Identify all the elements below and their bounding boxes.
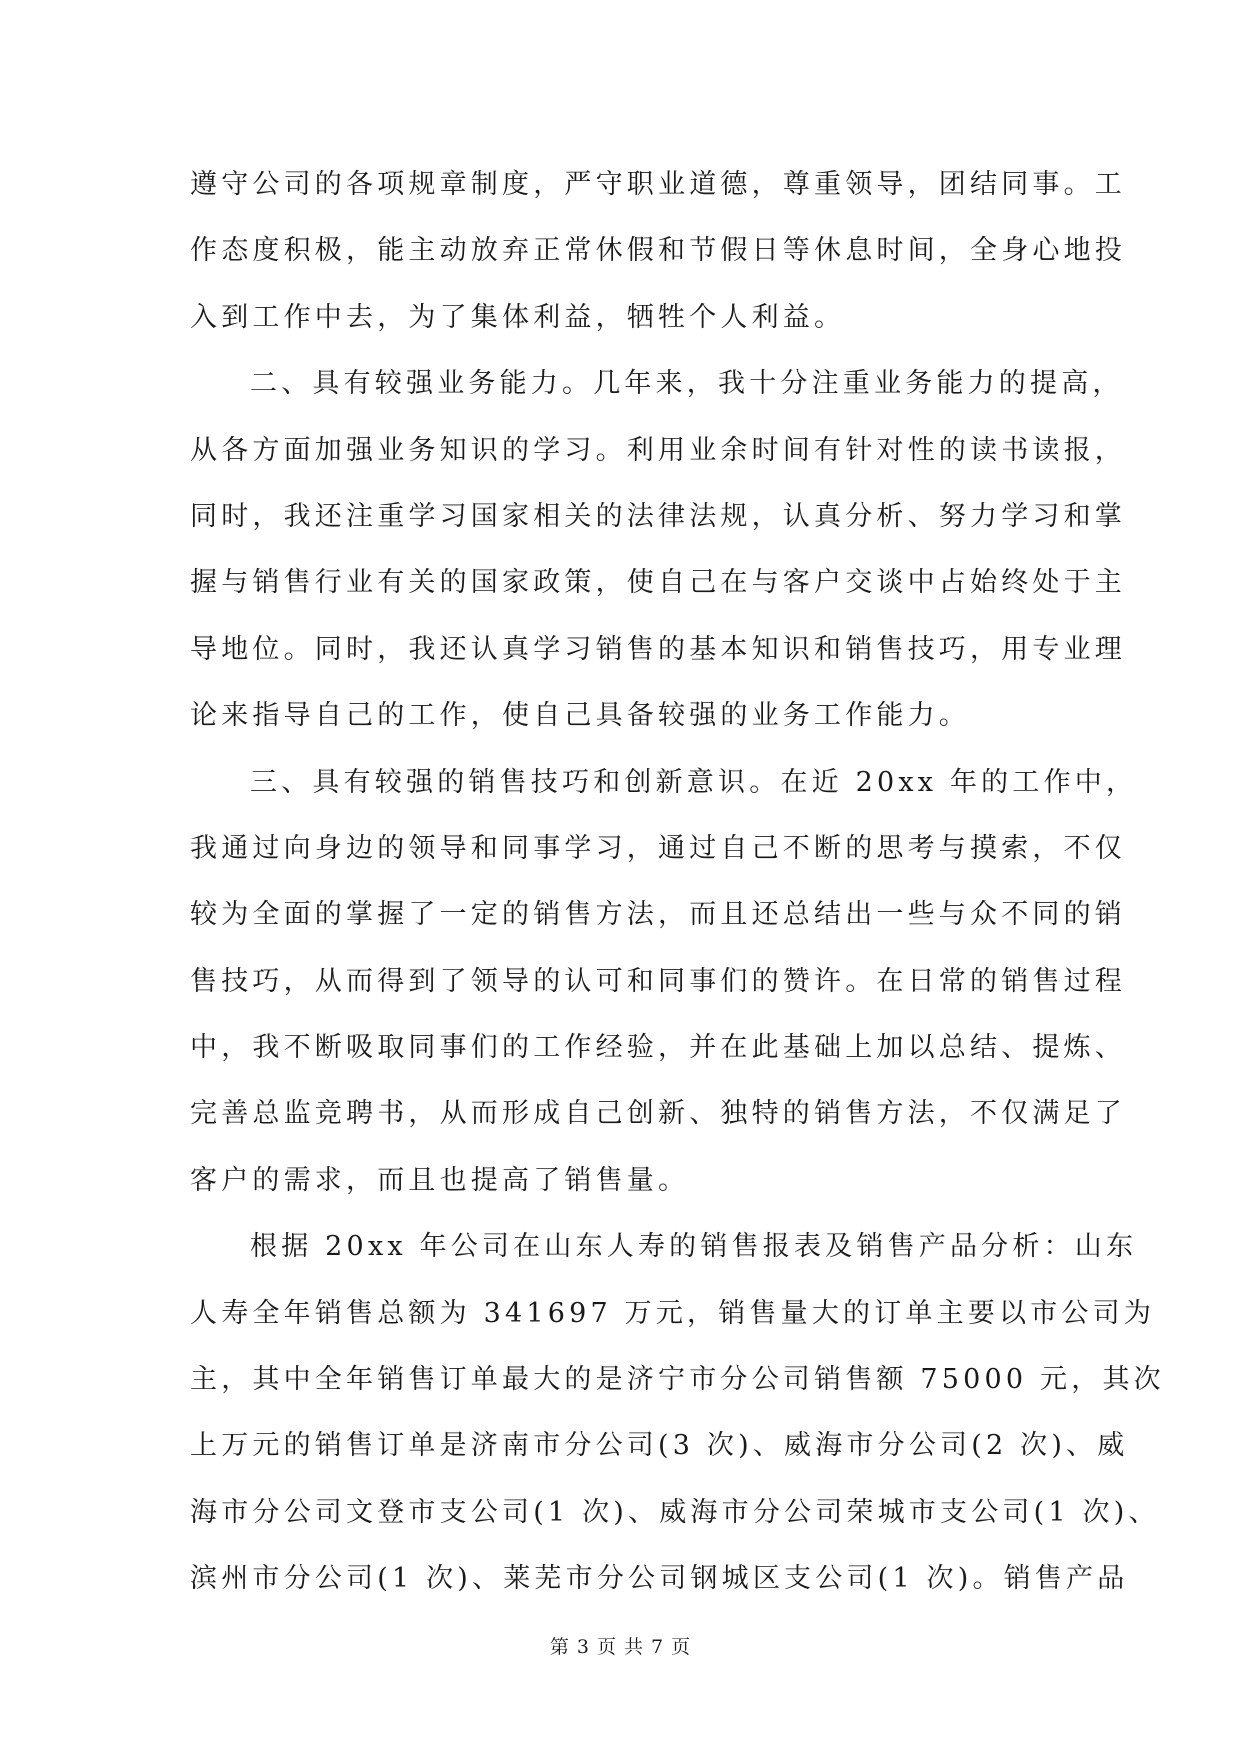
text-line: 人寿全年销售总额为 341697 万元，销售量大的订单主要以市公司为 — [190, 1297, 1156, 1329]
paragraph-start-line: 根据 20xx 年公司在山东人寿的销售报表及销售产品分析：山东 — [250, 1231, 1138, 1263]
paragraph-start-line: 二、具有较强业务能力。几年来，我十分注重业务能力的提高， — [250, 368, 1124, 400]
document-body — [190, 152, 1165, 1613]
text-line: 遵守公司的各项规章制度，严守职业道德，尊重领导，团结同事。工 — [190, 169, 1126, 200]
text-line: 中，我不断吸取同事们的工作经验，并在此基础上加以总结、提炼、 — [190, 1032, 1126, 1064]
text-line: 完善总监竞聘书，从而形成自己创新、独特的销售方法，不仅满足了 — [190, 1098, 1126, 1130]
text-line: 滨州市分公司(1 次)、莱芜市分公司钢城区支公司(1 次)。销售产品 — [190, 1563, 1129, 1595]
text-line: 作态度积极，能主动放弃正常休假和节假日等休息时间，全身心地投 — [190, 235, 1126, 267]
text-line: 上万元的销售订单是济南市分公司(3 次)、威海市分公司(2 次)、威 — [190, 1430, 1129, 1462]
text-line: 我通过向身边的领导和同事学习，通过自己不断的思考与摸索，不仅 — [190, 832, 1126, 864]
text-line: 握与销售行业有关的国家政策，使自己在与客户交谈中占始终处于主 — [190, 567, 1126, 599]
page-number-footer: 第 3 页 共 7 页 — [549, 1636, 692, 1658]
text-line: 论来指导自己的工作，使自己具备较强的业务工作能力。 — [190, 700, 970, 732]
text-line: 售技巧，从而得到了领导的认可和同事们的赞许。在日常的销售过程 — [190, 965, 1126, 997]
text-line: 入到工作中去，为了集体利益，牺牲个人利益。 — [190, 301, 846, 333]
text-line: 客户的需求，而且也提高了销售量。 — [190, 1164, 690, 1196]
text-line: 较为全面的掌握了一定的销售方法，而且还总结出一些与众不同的销 — [190, 899, 1126, 931]
text-line: 海市分公司文登市支公司(1 次)、威海市分公司荣城市支公司(1 次)、 — [190, 1496, 1160, 1528]
text-line: 同时，我还注重学习国家相关的法律法规，认真分析、努力学习和掌 — [190, 500, 1126, 532]
text-line: 从各方面加强业务知识的学习。利用业余时间有针对性的读书读报， — [190, 434, 1126, 466]
text-line: 主，其中全年销售订单最大的是济宁市分公司销售额 75000 元，其次 — [190, 1364, 1165, 1396]
paragraph-start-line: 三、具有较强的销售技巧和创新意识。在近 20xx 年的工作中， — [250, 766, 1138, 798]
text-line: 导地位。同时，我还认真学习销售的基本知识和销售技巧，用专业理 — [190, 633, 1126, 665]
